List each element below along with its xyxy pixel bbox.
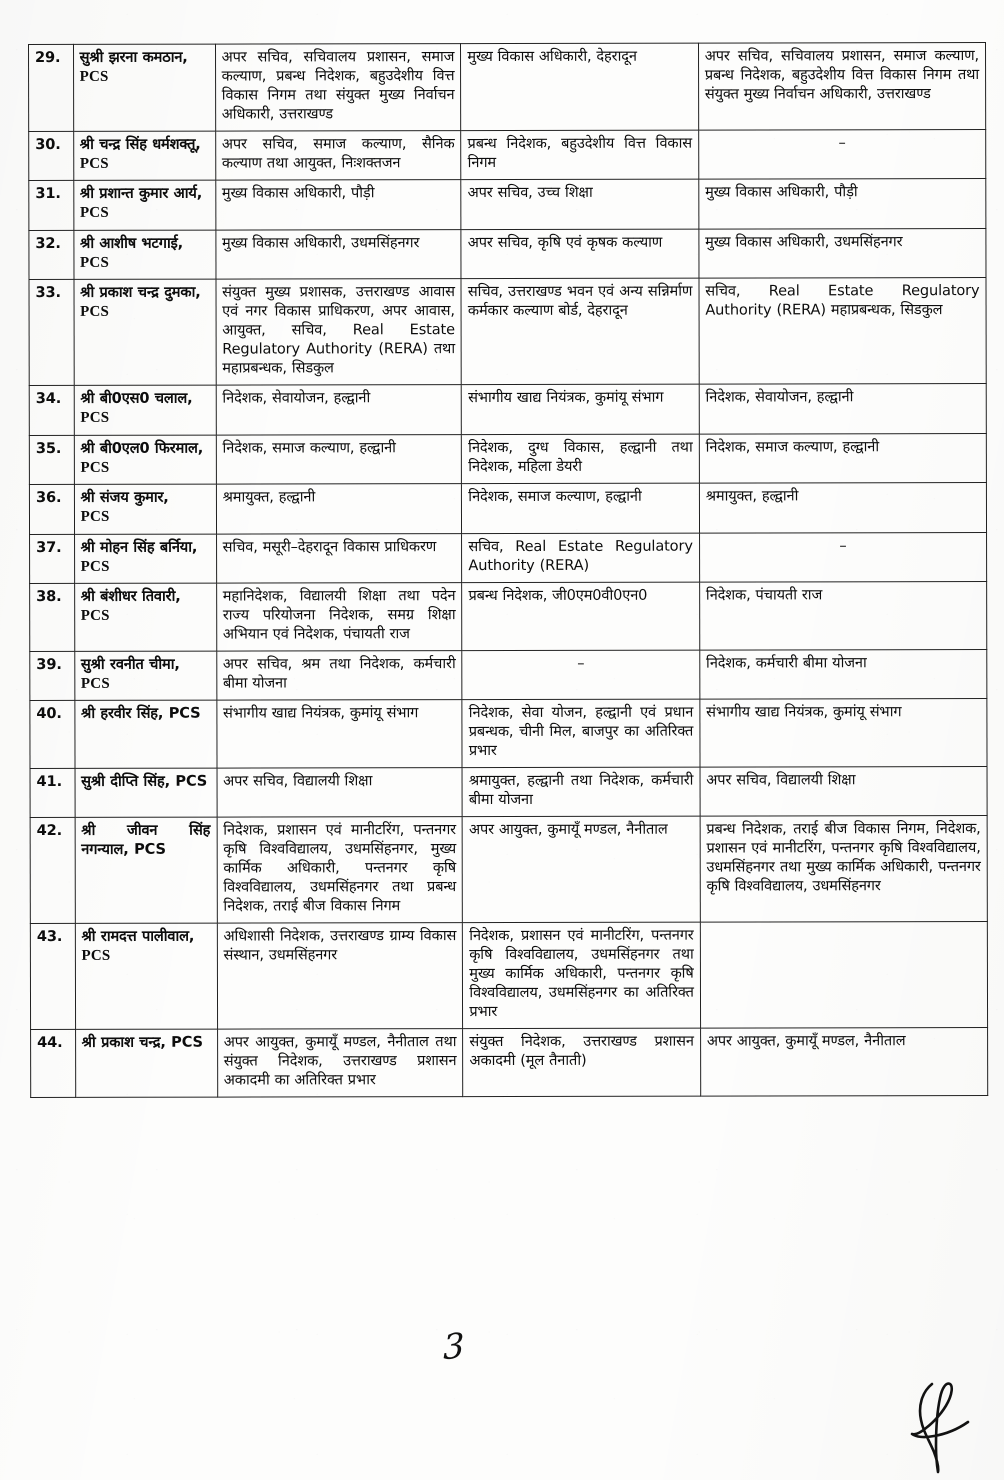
table-row bbox=[29, 483, 986, 534]
officer-name-cell bbox=[73, 44, 215, 131]
officer-service: PCS bbox=[79, 205, 109, 222]
table-row bbox=[31, 1027, 988, 1097]
officer-name-cell bbox=[74, 279, 216, 385]
handwritten-signature bbox=[898, 1378, 978, 1474]
present-posting-cell: निदेशक, प्रशासन एवं मानीटरिंग, पन्तनगर कृषि विश्वविद्यालय, उधमसिंहनगर, मुख्य कार्मिक अधिकारी, पन्तनगर कृषि विश्वविद्यालय, उधमसिंहनगर तथा प्रबन्ध निदेशक, तराई बीज विकास निगम bbox=[217, 817, 463, 923]
officer-name-cell bbox=[74, 534, 216, 584]
officer-name-cell bbox=[75, 923, 217, 1029]
new-posting-cell: निदेशक, समाज कल्याण, हल्द्वानी bbox=[462, 483, 700, 533]
additional-charge-cell: निदेशक, समाज कल्याण, हल्द्वानी bbox=[699, 433, 986, 483]
additional-charge-cell: श्रमायुक्त, हल्द्वानी bbox=[699, 483, 986, 533]
new-posting-cell: निदेशक, सेवा योजन, हल्द्वानी एवं प्रधान प्रबन्धक, चीनी मिल, बाजपुर का अतिरिक्त प्रभार bbox=[462, 699, 700, 767]
officer-name: श्री प्रशान्त कुमार आर्य, bbox=[79, 184, 203, 203]
officer-name-cell bbox=[74, 484, 216, 534]
present-posting-cell: सचिव, मसूरी–देहरादून विकास प्राधिकरण bbox=[216, 533, 462, 583]
present-posting-cell: अपर सचिव, श्रम तथा निदेशक, कर्मचारी बीमा योजना bbox=[216, 650, 462, 700]
additional-charge-cell: मुख्य विकास अधिकारी, उधमसिंहनगर bbox=[699, 228, 986, 278]
officer-name-cell bbox=[74, 700, 216, 768]
officer-name: श्री संजय कुमार, bbox=[80, 488, 169, 506]
row-serial-number: 42. bbox=[30, 818, 75, 924]
new-posting-cell: संभागीय खाद्य नियंत्रक, कुमांयू संभाग bbox=[462, 384, 700, 434]
row-serial-number: 30. bbox=[29, 131, 74, 181]
new-posting-cell: प्रबन्ध निदेशक, जी0एम0वी0एन0 bbox=[462, 582, 700, 650]
officer-name: श्री प्रकाश चन्द्र, PCS bbox=[81, 1033, 203, 1051]
officer-service: PCS bbox=[80, 558, 110, 575]
table-row bbox=[30, 581, 987, 651]
officer-name: श्री हरवीर सिंह, PCS bbox=[80, 705, 201, 723]
table-row bbox=[30, 922, 987, 1030]
new-posting-cell: संयुक्त निदेशक, उत्तराखण्ड प्रशासन अकादमी (मूल तैनाती) bbox=[463, 1028, 701, 1096]
table-row bbox=[29, 433, 986, 484]
table-row bbox=[30, 699, 987, 769]
officer-name: श्री बंशीधर तिवारी, bbox=[80, 587, 181, 605]
table-row bbox=[30, 816, 987, 924]
present-posting-cell: अपर सचिव, विद्यालयी शिक्षा bbox=[217, 768, 463, 817]
row-serial-number: 32. bbox=[29, 230, 74, 280]
officer-name: श्री जीवन सिंह नगन्याल, PCS bbox=[81, 821, 211, 859]
row-serial-number: 39. bbox=[30, 651, 75, 701]
officer-name-cell bbox=[75, 1029, 217, 1097]
officer-service: PCS bbox=[81, 947, 111, 964]
additional-charge-cell: अपर सचिव, विद्यालयी शिक्षा bbox=[700, 767, 987, 817]
row-serial-number: 40. bbox=[30, 701, 75, 769]
additional-charge-cell: – bbox=[699, 532, 986, 582]
present-posting-cell: अधिशासी निदेशक, उत्तराखण्ड ग्राम्य विकास संस्थान, उधमसिंहनगर bbox=[217, 923, 463, 1029]
officer-name: श्री बी0एस0 चलाल, bbox=[80, 389, 193, 408]
officer-name: सुश्री दीप्ति सिंह, PCS bbox=[81, 772, 208, 791]
table-row bbox=[29, 228, 986, 279]
officer-name: श्री बी0एल0 फिरमाल, bbox=[80, 439, 204, 457]
additional-charge-cell: सचिव, Real Estate Regulatory Authority (RERA) महाप्रबन्धक, सिडकुल bbox=[699, 278, 986, 384]
officer-name: श्री प्रकाश चन्द्र दुमका, bbox=[80, 283, 201, 302]
new-posting-cell: निदेशक, दुग्ध विकास, हल्द्वानी तथा निदेशक, महिला डेयरी bbox=[462, 434, 700, 484]
row-serial-number: 36. bbox=[29, 484, 74, 534]
additional-charge-cell: संभागीय खाद्य नियंत्रक, कुमांयू संभाग bbox=[700, 699, 987, 768]
table-row bbox=[29, 278, 986, 386]
row-serial-number: 41. bbox=[30, 769, 75, 818]
officer-name: श्री आशीष भटगाई, bbox=[79, 234, 184, 252]
row-serial-number: 34. bbox=[29, 386, 74, 436]
table-row bbox=[29, 42, 986, 131]
row-serial-number: 35. bbox=[29, 435, 74, 485]
table-row bbox=[30, 532, 987, 583]
new-posting-cell: श्रमायुक्त, हल्द्वानी तथा निदेशक, कर्मचारी बीमा योजना bbox=[462, 767, 700, 816]
table-row bbox=[29, 384, 986, 435]
row-serial-number: 44. bbox=[31, 1029, 76, 1097]
officer-service: PCS bbox=[80, 459, 110, 476]
officer-service: PCS bbox=[79, 68, 109, 85]
officer-service: PCS bbox=[80, 508, 110, 525]
row-serial-number: 43. bbox=[30, 923, 75, 1029]
officer-name-cell bbox=[75, 817, 217, 923]
new-posting-cell: सचिव, उत्तराखण्ड भवन एवं अन्य सन्निर्माण कर्मकार कल्याण बोर्ड, देहरादून bbox=[461, 278, 699, 384]
officer-name-cell bbox=[74, 651, 216, 701]
additional-charge-cell: प्रबन्ध निदेशक, तराई बीज विकास निगम, निदेशक, प्रशासन एवं मानीटरिंग, पन्तनगर कृषि विश्वविद्यालय, उधमसिंहनगर तथा मुख्य कार्मिक अधिकारी, पन्तनगर कृषि विश्वविद्यालय, उधमसिंहनगर bbox=[700, 816, 987, 922]
additional-charge-cell: अपर सचिव, सचिवालय प्रशासन, समाज कल्याण, प्रबन्ध निदेशक, बहुउदेशीय वित्त विकास निगम तथा संयुक्त मुख्य निर्वाचन अधिकारी, उत्तराखण्ड bbox=[698, 42, 985, 129]
officer-service: PCS bbox=[80, 304, 110, 321]
new-posting-cell: अपर सचिव, उच्च शिक्षा bbox=[461, 179, 699, 229]
officer-name: श्री रामदत्त पालीवाल, bbox=[81, 927, 195, 945]
new-posting-cell: प्रबन्ध निदेशक, बहुउदेशीय वित्त विकास निगम bbox=[461, 130, 699, 180]
additional-charge-cell: – bbox=[698, 129, 985, 179]
officer-name: सुश्री झरना कमठान, bbox=[79, 48, 188, 66]
officer-service: PCS bbox=[80, 409, 110, 426]
officer-service: PCS bbox=[80, 607, 110, 624]
officer-name: श्री मोहन सिंह बर्निया, bbox=[80, 538, 198, 556]
row-serial-number: 29. bbox=[29, 44, 74, 131]
new-posting-cell: अपर सचिव, कृषि एवं कृषक कल्याण bbox=[461, 229, 699, 279]
additional-charge-cell: निदेशक, कर्मचारी बीमा योजना bbox=[700, 649, 987, 699]
officer-service: PCS bbox=[79, 155, 109, 172]
present-posting-cell: महानिदेशक, विद्यालयी शिक्षा तथा पदेन राज्य परियोजना निदेशक, समग्र शिक्षा अभियान एवं निदेशक, पंचायती राज bbox=[216, 583, 462, 651]
table-row bbox=[30, 649, 987, 700]
present-posting-cell: मुख्य विकास अधिकारी, उधमसिंहनगर bbox=[215, 229, 461, 279]
present-posting-cell: मुख्य विकास अधिकारी, पौड़ी bbox=[215, 180, 461, 230]
officer-posting-table bbox=[28, 42, 988, 1098]
table-row bbox=[29, 129, 986, 180]
present-posting-cell: अपर सचिव, समाज कल्याण, सैनिक कल्याण तथा आयुक्त, निःशक्तजन bbox=[215, 130, 461, 180]
row-serial-number: 33. bbox=[29, 280, 74, 386]
additional-charge-cell bbox=[700, 922, 987, 1028]
table-row bbox=[30, 767, 987, 818]
present-posting-cell: संभागीय खाद्य नियंत्रक, कुमांयू संभाग bbox=[216, 700, 462, 768]
new-posting-cell: – bbox=[462, 650, 700, 700]
officer-name: सुश्री रवनीत चीमा, bbox=[80, 655, 180, 673]
handwritten-page-number: 3 bbox=[442, 1325, 465, 1369]
officer-name-cell bbox=[74, 385, 216, 435]
new-posting-cell: सचिव, Real Estate Regulatory Authority (RERA) bbox=[462, 533, 700, 583]
officer-name-cell bbox=[74, 583, 216, 651]
row-serial-number: 31. bbox=[29, 181, 74, 231]
officer-name-cell bbox=[73, 180, 215, 230]
new-posting-cell: अपर आयुक्त, कुमायूँ मण्डल, नैनीताल bbox=[462, 816, 700, 922]
officer-name-cell bbox=[73, 131, 215, 181]
additional-charge-cell: मुख्य विकास अधिकारी, पौड़ी bbox=[699, 179, 986, 229]
posting-table-wrapper bbox=[28, 42, 988, 1098]
officer-service: PCS bbox=[80, 254, 109, 271]
new-posting-cell: निदेशक, प्रशासन एवं मानीटरिंग, पन्तनगर कृषि विश्वविद्यालय, उधमसिंहनगर तथा मुख्य कार्मिक अधिकारी, पन्तनगर कृषि विश्वविद्यालय, उधमसिंहनगर का अतिरिक्त प्रभार bbox=[463, 922, 701, 1028]
row-serial-number: 37. bbox=[30, 534, 75, 584]
officer-name-cell bbox=[74, 435, 216, 485]
present-posting-cell: अपर आयुक्त, कुमायूँ मण्डल, नैनीताल तथा संयुक्त निदेशक, उत्तराखण्ड प्रशासन अकादमी का अतिरिक्त प्रभार bbox=[217, 1028, 463, 1096]
table-body bbox=[29, 42, 988, 1097]
additional-charge-cell: निदेशक, पंचायती राज bbox=[699, 581, 986, 650]
additional-charge-cell: अपर आयुक्त, कुमायूँ मण्डल, नैनीताल bbox=[700, 1027, 987, 1096]
table-row bbox=[29, 179, 986, 230]
present-posting-cell: निदेशक, सेवायोजन, हल्द्वानी bbox=[216, 385, 462, 435]
officer-service: PCS bbox=[80, 675, 110, 692]
present-posting-cell: निदेशक, समाज कल्याण, हल्द्वानी bbox=[216, 434, 462, 484]
officer-name-cell bbox=[73, 230, 215, 280]
present-posting-cell: संयुक्त मुख्य प्रशासक, उत्तराखण्ड आवास एवं नगर विकास प्राधिकरण, अपर आवास, आयुक्त, सचिव, Real Estate Regulatory Authority (RERA) तथा महाप्रबन्धक, सिडकुल bbox=[216, 279, 462, 385]
new-posting-cell: मुख्य विकास अधिकारी, देहरादून bbox=[461, 43, 699, 130]
officer-name-cell bbox=[75, 768, 217, 817]
present-posting-cell: अपर सचिव, सचिवालय प्रशासन, समाज कल्याण, प्रबन्ध निदेशक, बहुउदेशीय वित्त विकास निगम तथा संयुक्त मुख्य निर्वाचन अधिकारी, उत्तराखण्ड bbox=[215, 44, 461, 131]
row-serial-number: 38. bbox=[30, 583, 75, 651]
additional-charge-cell: निदेशक, सेवायोजन, हल्द्वानी bbox=[699, 384, 986, 434]
present-posting-cell: श्रमायुक्त, हल्द्वानी bbox=[216, 484, 462, 534]
officer-name: श्री चन्द्र सिंह धर्मशक्तू, bbox=[79, 135, 201, 153]
